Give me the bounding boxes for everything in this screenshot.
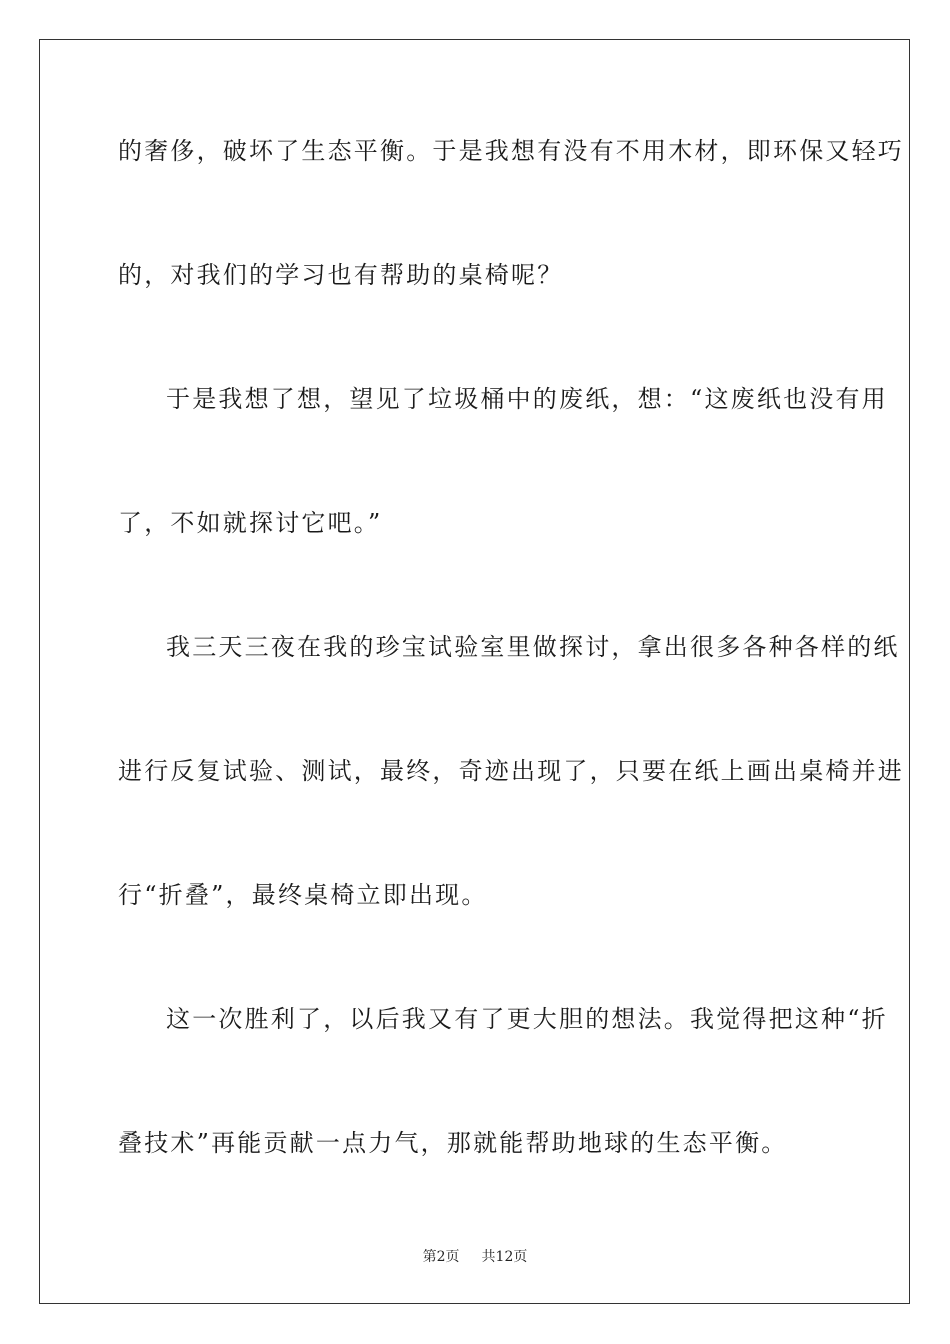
page-number: 第2页	[422, 1249, 460, 1265]
text-line-5: 我三天三夜在我的珍宝试验室里做探讨，拿出很多各种各样的纸	[166, 633, 900, 661]
text-line-7: 行“折叠”，最终桌椅立即出现。	[118, 881, 488, 909]
text-line-2: 的，对我们的学习也有帮助的桌椅呢？	[118, 261, 564, 289]
text-line-4: 了，不如就探讨它吧。”	[118, 509, 383, 537]
page-footer	[0, 1248, 950, 1266]
text-line-3: 于是我想了想，望见了垃圾桶中的废纸，想：“这废纸也没有用	[166, 385, 888, 413]
page-total: 共12页	[481, 1249, 528, 1265]
text-line-1: 的奢侈，破坏了生态平衡。于是我想有没有不用木材，即环保又轻巧	[118, 137, 904, 165]
text-line-6: 进行反复试验、测试，最终，奇迹出现了，只要在纸上画出桌椅并进	[118, 757, 904, 785]
text-line-9: 叠技术”再能贡献一点力气，那就能帮助地球的生态平衡。	[118, 1129, 788, 1157]
page-border	[39, 39, 910, 1304]
text-line-8: 这一次胜利了，以后我又有了更大胆的想法。我觉得把这种“折	[166, 1005, 888, 1033]
